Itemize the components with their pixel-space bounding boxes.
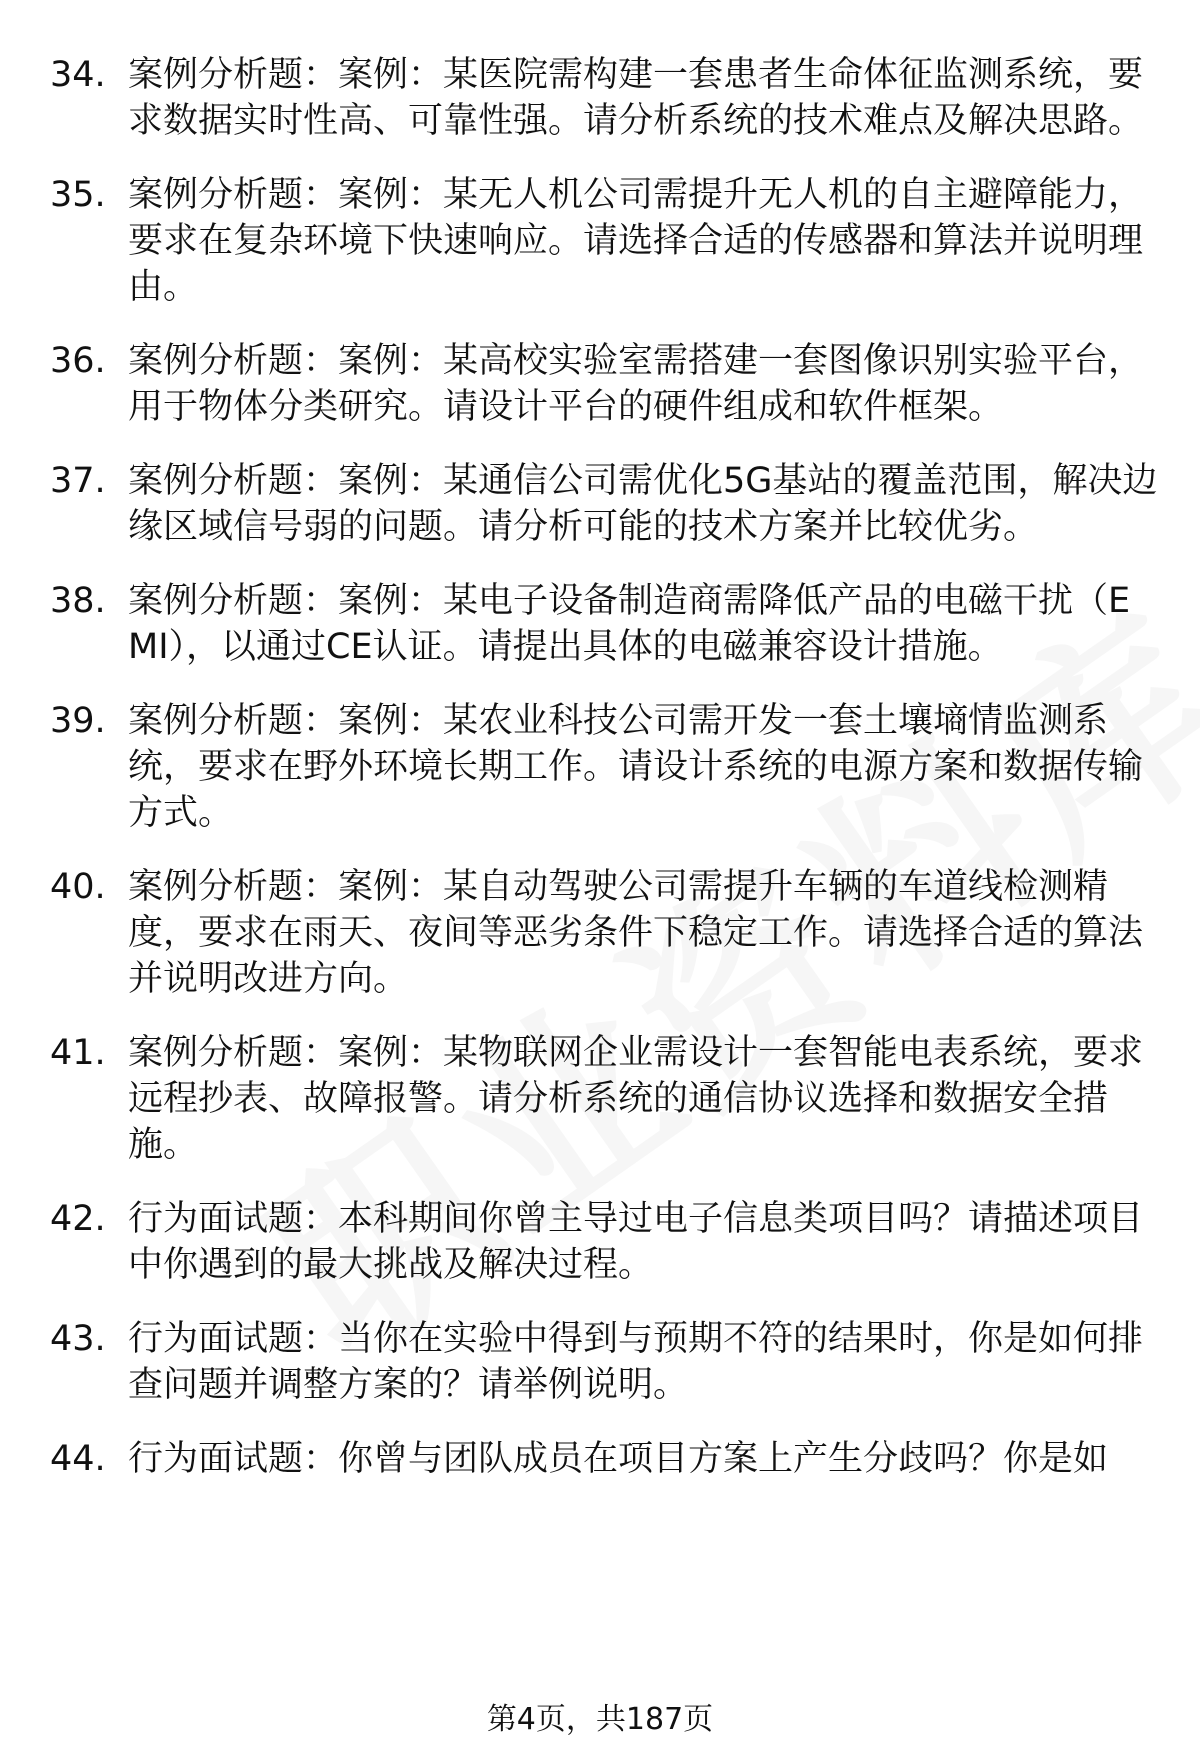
question-number: 39. [50, 701, 106, 741]
question-list [0, 52, 1200, 1510]
question-text: 行为面试题：当你在实验中得到与预期不符的结果时，你是如何排查问题并调整方案的？请举例说明。 [128, 1319, 1144, 1405]
question-number: 42. [50, 1199, 106, 1239]
question-number: 43. [50, 1319, 106, 1359]
question-text: 行为面试题：你曾与团队成员在项目方案上产生分歧吗？你是如 [128, 1439, 1109, 1479]
question-text: 案例分析题：案例：某高校实验室需搭建一套图像识别实验平台，用于物体分类研究。请设计平台的硬件组成和软件框架。 [128, 341, 1144, 427]
question-number: 36. [50, 341, 106, 381]
question-item [0, 1436, 1200, 1482]
question-text: 案例分析题：案例：某电子设备制造商需降低产品的电磁干扰（EMI），以通过CE认证。请提出具体的电磁兼容设计措施。 [128, 581, 1131, 667]
question-text: 案例分析题：案例：某自动驾驶公司需提升车辆的车道线检测精度，要求在雨天、夜间等恶劣条件下稳定工作。请选择合适的算法并说明改进方向。 [128, 867, 1144, 999]
question-item [0, 52, 1200, 144]
question-text: 案例分析题：案例：某医院需构建一套患者生命体征监测系统，要求数据实时性高、可靠性强。请分析系统的技术难点及解决思路。 [128, 55, 1144, 141]
question-item [0, 458, 1200, 550]
question-text: 案例分析题：案例：某无人机公司需提升无人机的自主避障能力，要求在复杂环境下快速响应。请选择合适的传感器和算法并说明理由。 [128, 175, 1144, 307]
question-item [0, 1316, 1200, 1408]
question-number: 40. [50, 867, 106, 907]
question-item [0, 578, 1200, 670]
question-number: 37. [50, 461, 106, 501]
question-item [0, 1030, 1200, 1168]
question-number: 35. [50, 175, 106, 215]
question-item [0, 864, 1200, 1002]
question-text: 案例分析题：案例：某通信公司需优化5G基站的覆盖范围，解决边缘区域信号弱的问题。请分析可能的技术方案并比较优劣。 [128, 461, 1158, 547]
question-number: 41. [50, 1033, 106, 1073]
question-text: 案例分析题：案例：某物联网企业需设计一套智能电表系统，要求远程抄表、故障报警。请分析系统的通信协议选择和数据安全措施。 [128, 1033, 1144, 1165]
question-text: 行为面试题：本科期间你曾主导过电子信息类项目吗？请描述项目中你遇到的最大挑战及解决过程。 [128, 1199, 1144, 1285]
question-item [0, 698, 1200, 836]
question-number: 38. [50, 581, 106, 621]
question-number: 34. [50, 55, 106, 95]
question-item [0, 172, 1200, 310]
page-number: 第4页，共187页 [486, 1702, 714, 1737]
question-number: 44. [50, 1439, 106, 1479]
question-item [0, 338, 1200, 430]
question-item [0, 1196, 1200, 1288]
question-text: 案例分析题：案例：某农业科技公司需开发一套土壤墒情监测系统，要求在野外环境长期工作。请设计系统的电源方案和数据传输方式。 [128, 701, 1144, 833]
